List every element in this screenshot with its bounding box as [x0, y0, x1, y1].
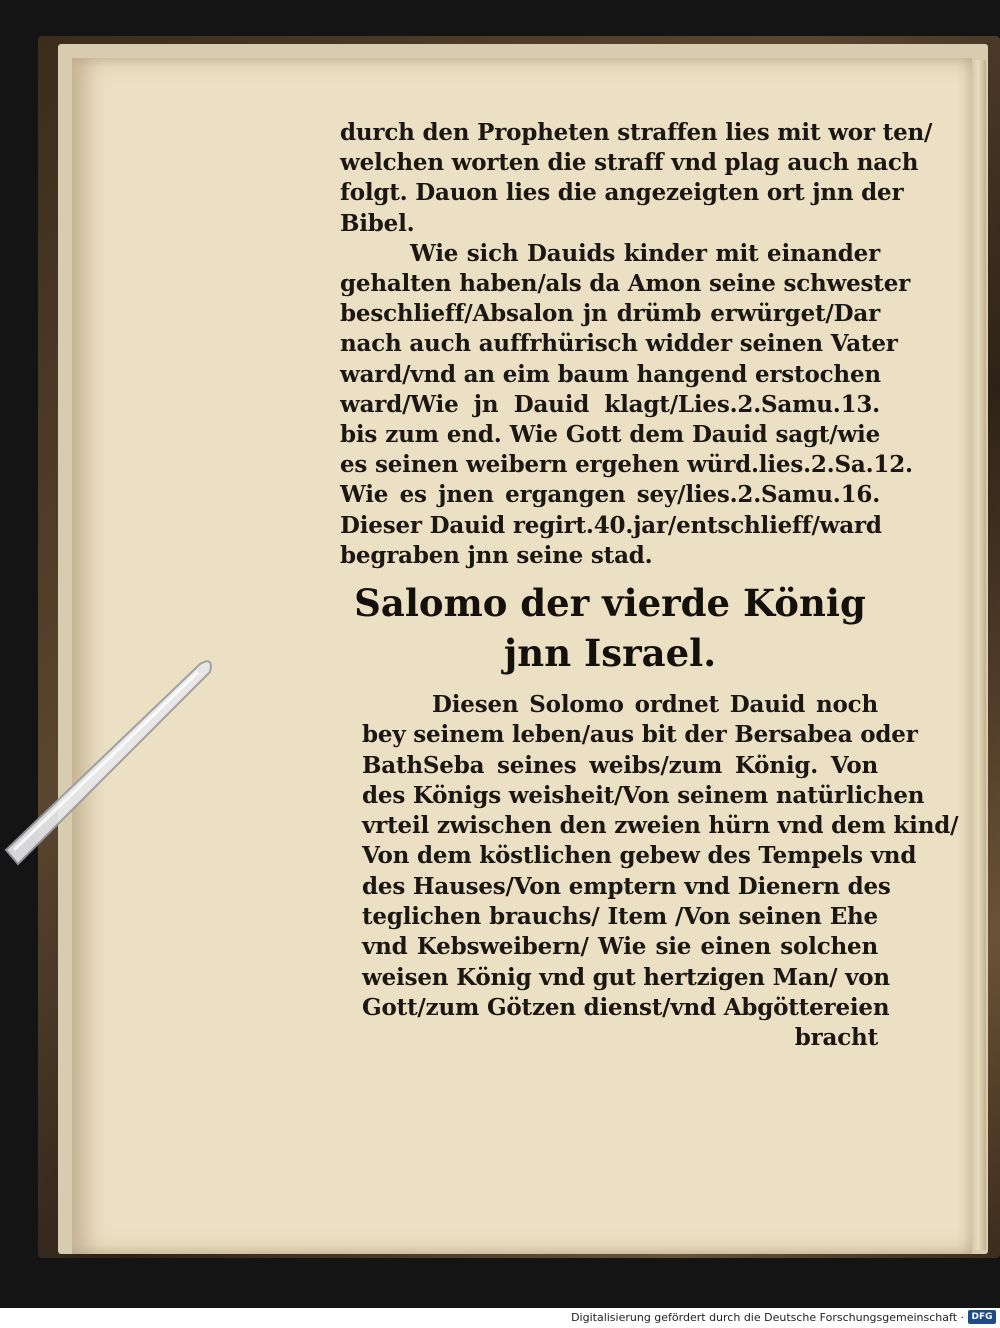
text-line: Wie es jnen ergangen sey/lies.2.Samu.16.	[340, 481, 880, 509]
text-line: vrteil zwischen den zweien hürn vnd dem kind/	[362, 812, 959, 840]
text-line: des Königs weisheit/Von seinem natürlichen	[362, 781, 925, 809]
viewer-footer	[0, 1308, 1000, 1328]
text-line: es seinen weibern ergehen würd.lies.2.Sa.12.	[340, 451, 913, 479]
text-line: begraben jnn seine stad.	[340, 541, 653, 569]
text-line: BathSeba seines weibs/zum König. Von	[362, 751, 878, 779]
text-line: ward/vnd an eim baum hangend erstochen	[340, 360, 881, 388]
dfg-logo: DFG	[968, 1310, 996, 1324]
text-line: beschlieff/Absalon jn drümb erwürget/Dar	[340, 300, 880, 328]
text-line: weisen König vnd gut hertzigen Man/ von	[362, 963, 890, 991]
text-line: Diesen Solomo ordnet Dauid noch	[432, 691, 878, 718]
page-holder-stick	[0, 650, 230, 870]
text-line: Dieser Dauid regirt.40.jar/entschlieff/ward	[340, 511, 882, 539]
text-line: bis zum end. Wie Gott dem Dauid sagt/wie	[340, 421, 880, 449]
text-line: bey seinem leben/aus bit der Bersabea oder	[362, 721, 918, 749]
body-text-bottom	[362, 690, 959, 1054]
body-text-top	[340, 118, 933, 571]
text-line: folgt. Dauon lies die angezeigten ort jnn der	[340, 179, 904, 207]
text-line: teglichen brauchs/ Item /Von seinen Ehe	[362, 903, 878, 931]
text-line: Bibel.	[340, 209, 415, 237]
text-line: welchen worten die straff vnd plag auch nach	[340, 149, 919, 177]
text-line: gehalten haben/als da Amon seine schwester	[340, 270, 911, 298]
text-line: durch den Propheten straffen lies mit wor ten/	[340, 119, 933, 146]
funding-credit: Digitalisierung gefördert durch die Deutsche Forschungsgemeinschaft ·	[571, 1311, 964, 1324]
heading-line: jnn Israel.	[503, 631, 717, 675]
text-line: Gott/zum Götzen dienst/vnd Abgöttereien	[362, 993, 890, 1021]
fore-edge	[970, 60, 986, 1250]
text-line: vnd Kebsweibern/ Wie sie einen solchen	[362, 933, 878, 961]
text-line: Wie sich Dauids kinder mit einander	[410, 239, 880, 267]
text-line: ward/Wie jn Dauid klagt/Lies.2.Samu.13.	[340, 390, 880, 418]
text-line: des Hauses/Von emptern vnd Dienern des	[362, 872, 891, 900]
text-line: Von dem köstlichen gebew des Tempels vnd	[362, 842, 917, 870]
catchword: bracht	[794, 1024, 878, 1052]
text-line: nach auch auffrhürisch widder seinen Vater	[340, 330, 898, 358]
chapter-heading	[340, 578, 880, 678]
heading-line: Salomo der vierde König	[354, 581, 866, 625]
